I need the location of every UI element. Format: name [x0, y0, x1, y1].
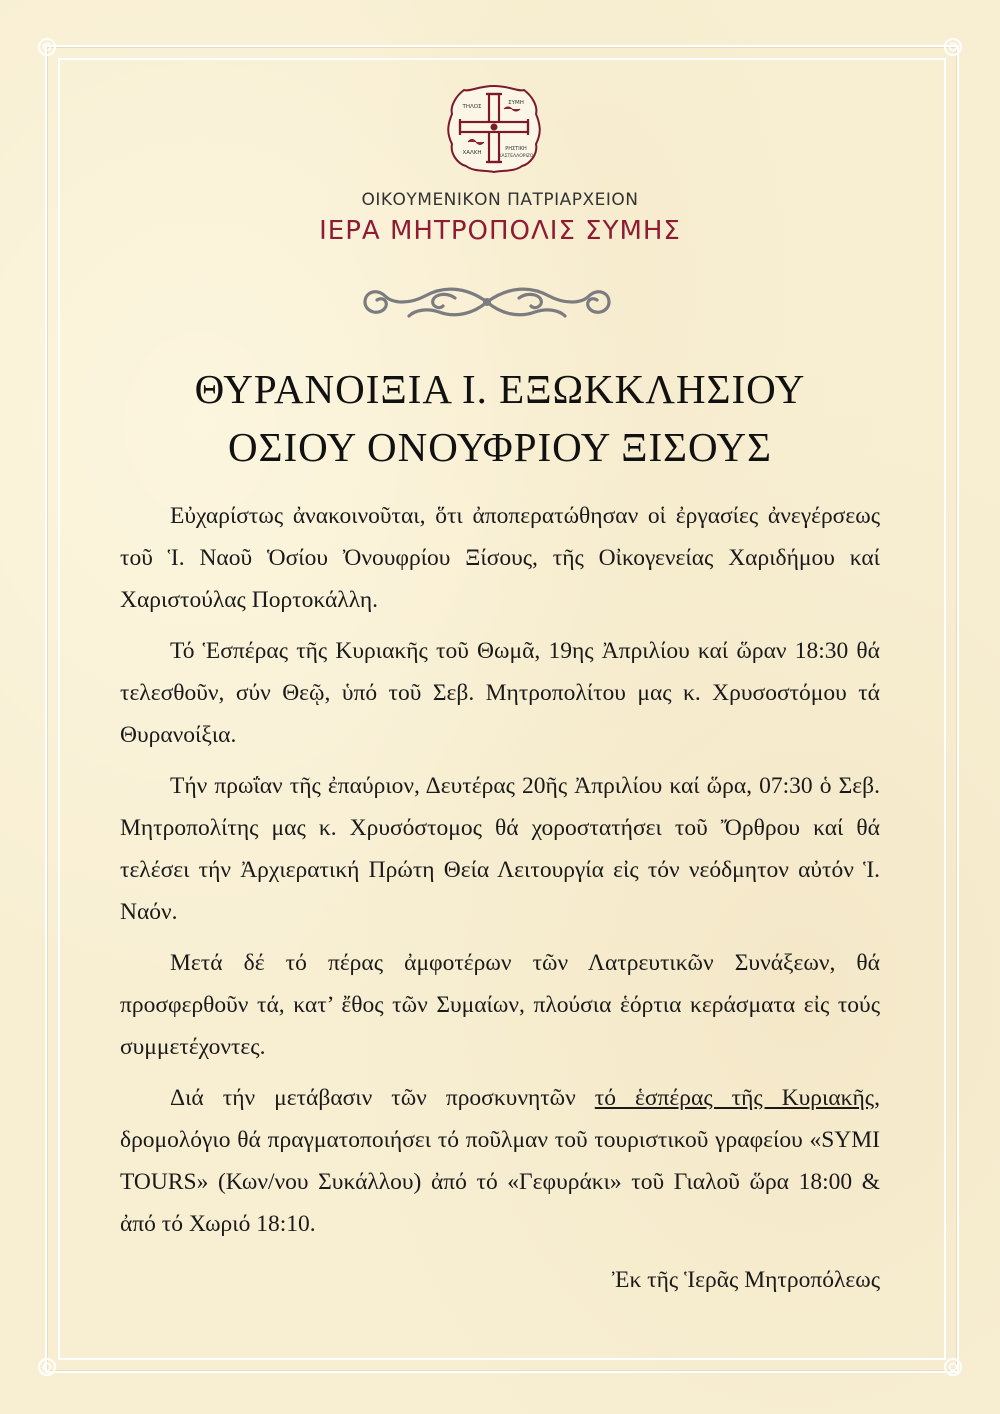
svg-text:ΤΗΛΟΣ: ΤΗΛΟΣ [462, 104, 482, 110]
paragraph-transport [120, 1077, 880, 1245]
transport-underlined-text: τό ἑσπέρας τῆς Κυριακῆς [594, 1085, 875, 1111]
title-line-2: ΟΣΙΟΥ ΟΝΟΥΦΡΙΟΥ ΞΙΣΟΥΣ [227, 424, 772, 470]
paragraph-completion: Εὐχαρίστως ἀνακοινοῦται, ὅτι ἀποπερατώθησαν οἱ ἐργασίες ἀνεγέρσεως τοῦ Ἱ. Ναοῦ Ὁσίου Ὀνουφρίου Ξίσους, τῆς Οἰκογενείας Χαριδήμου καί Χαριστούλας Πορτοκάλλη. [120, 503, 880, 613]
frame-corner-icon [942, 36, 964, 58]
paragraph-refreshments: Μετά δέ τό πέρας ἀμφοτέρων τῶν Λατρευτικῶν Συνάξεων, θά προσφερθοῦν τά, κατ’ ἔθος τῶν Συμαίων, πλούσια ἑόρτια κεράσματα εἰς τούς συμμετέχοντες. [120, 950, 880, 1060]
frame-corner-icon [36, 1356, 58, 1378]
title-line-1: ΘΥΡΑΝΟΙΞΙΑ Ι. ΕΞΩΚΚΛΗΣΙΟΥ [194, 366, 806, 412]
frame-corner-icon [942, 1356, 964, 1378]
metropolis-cross-seal-icon [444, 82, 544, 174]
svg-text:ΣΥΜΗ: ΣΥΜΗ [508, 100, 524, 106]
announcement-body [120, 495, 880, 1254]
svg-text:ΧΑΛΚΗ: ΧΑΛΚΗ [462, 150, 482, 156]
paragraph-vespers: Τό Ἑσπέρας τῆς Κυριακῆς τοῦ Θωμᾶ, 19ης Ἀπριλίου καί ὥραν 18:30 θά τελεσθοῦν, σύν Θεῷ, ὑπό τοῦ Σεβ. Μητροπολίτου μας κ. Χρυσοστόμου τά Θυρανοίξια. [120, 638, 880, 748]
svg-text:ΡΗΣΤΙΚΗ: ΡΗΣΤΙΚΗ [505, 146, 527, 152]
patriarchate-heading: ΟΙΚΟΥΜΕΝΙΚΟΝ ΠΑΤΡΙΑΡΧΕΙΟΝ [361, 190, 639, 210]
transport-text-start: Διά τήν μετάβασιν τῶν προσκυνητῶν [170, 1085, 595, 1111]
metropolis-heading: ΙΕΡΑ ΜΗΤΡΟΠΟΛΙΣ ΣΥΜΗΣ [319, 216, 681, 246]
paragraph-liturgy: Τήν πρωΐαν τῆς ἐπαύριον, Δευτέρας 20ῆς Ἀπριλίου καί ὥρα, 07:30 ὁ Σεβ. Μητροπολίτης μας κ. Χρυσόστομος θά χοροστατήσει τοῦ Ὄρθρου καί θά τελέσει τήν Ἀρχιερατική Πρώτη Θεία Λειτουργία εἰς τόν νεόδμητον αὐτόν Ἱ. Ναόν. [120, 773, 880, 925]
svg-text:ΚΑΣΤΕΛΛΟΡΙΖΟ: ΚΑΣΤΕΛΛΟΡΙΖΟ [498, 154, 534, 159]
frame-corner-icon [36, 36, 58, 58]
scroll-flourish-icon [355, 278, 620, 326]
closing-signature: Ἐκ τῆς Ἱερᾶς Μητροπόλεως [611, 1267, 880, 1293]
page-title [100, 360, 900, 476]
transport-text-end: , δρομολόγιο θά πραγματοποιήσει τό ποῦλμαν τοῦ τουριστικοῦ γραφείου «SYMI TOURS» (Κων/νου Συκάλλου) ἀπό τό «Γεφυράκι» τοῦ Γιαλοῦ ὥρα 18:00 & ἀπό τό Χωριό 18:10. [120, 1085, 880, 1237]
